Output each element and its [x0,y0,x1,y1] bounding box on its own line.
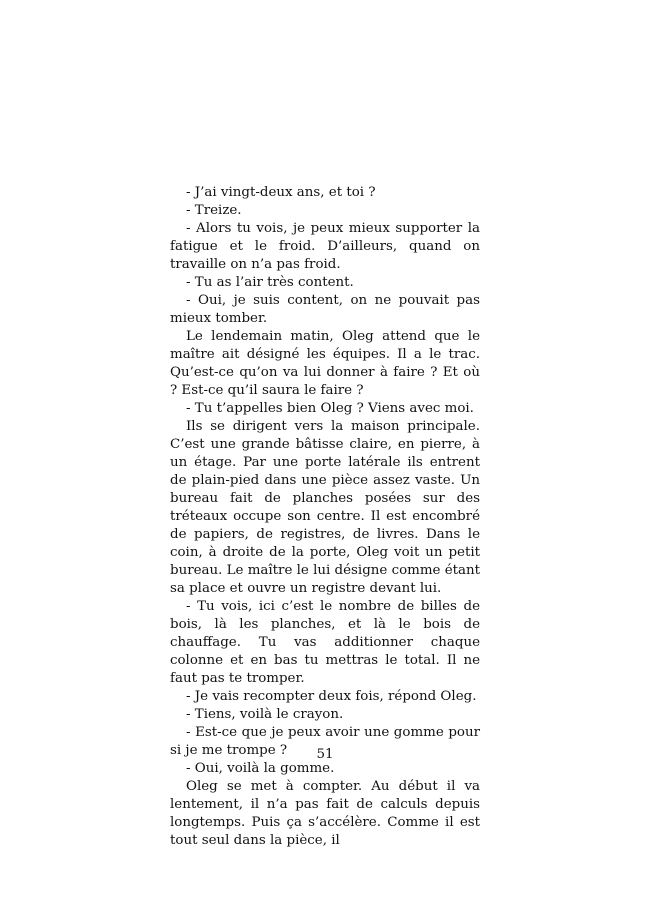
paragraph: - Tu as l’air très content. [186,275,354,290]
page-number: 51 [316,747,334,762]
paragraph: - Alors tu vois, je peux mieux supporter la fatigue et le froid. D’ailleurs, quand on travaille on n’a pas froid. [170,221,480,272]
paragraph: - J’ai vingt-deux ans, et toi ? [186,185,376,200]
paragraph: Ils se dirigent vers la maison principale. C’est une grande bâtisse claire, en pierre, à un étage. Par une porte latérale ils entrent de plain-pied dans une pièce assez vaste. Un bureau fait de planches posées sur des tréteaux occupe son centre. Il est encombré de papiers, de registres, de livres. Dans le coin, à droite de la porte, Oleg voit un petit bureau. Le maître le lui désigne comme étant sa place et ouvre un registre devant lui. [170,419,481,596]
paragraph: - Tiens, voilà le crayon. [186,707,344,722]
paragraph: - Est-ce que je peux avoir une gomme pour si je me trompe ? [170,725,480,758]
paragraph: Oleg se met à compter. Au début il va lentement, il n’a pas fait de calculs depuis longtemps. Puis ça s’accélère. Comme il est tout seul dans la pièce, il [170,779,480,848]
paragraph: - Oui, je suis content, on ne pouvait pas mieux tomber. [170,293,480,326]
paragraph: - Oui, voilà la gomme. [186,761,335,776]
paragraph: - Tu vois, ici c’est le nombre de billes de bois, là les planches, et là le bois de chauffage. Tu vas additionner chaque colonne et en bas tu mettras le total. Il ne faut pas te tromper. [170,599,480,686]
paragraph: Le lendemain matin, Oleg attend que le maître ait désigné les équipes. Il a le trac. Qu’est-ce qu’on va lui donner à faire ? Et où ? Est-ce qu’il saura le faire ? [170,329,480,398]
paragraph: - Tu t’appelles bien Oleg ? Viens avec moi. [186,401,474,416]
paragraph: - Treize. [186,203,242,218]
paragraph: - Je vais recompter deux fois, répond Oleg. [186,689,477,704]
